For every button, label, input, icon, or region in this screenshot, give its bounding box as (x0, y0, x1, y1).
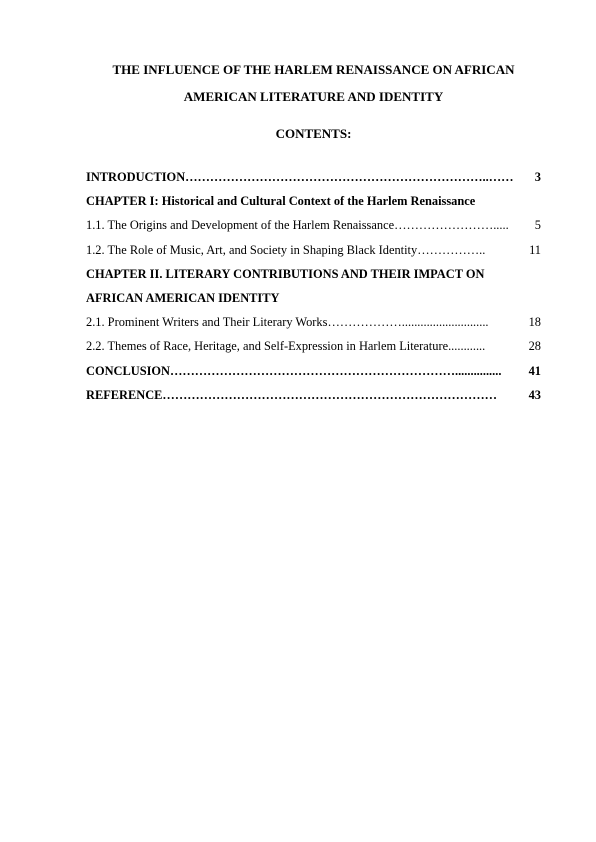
toc-entry-text: AFRICAN AMERICAN IDENTITY (86, 291, 280, 306)
toc-entry-chapter-2-line-2[interactable] (86, 286, 541, 310)
toc-entry-text: CHAPTER I: Historical and Cultural Context of the Harlem Renaissance (86, 194, 476, 209)
toc-entry-text: INTRODUCTION (86, 170, 186, 184)
toc-leader-dots: …………….. (417, 242, 486, 257)
toc-page-number: 41 (528, 363, 541, 378)
toc-leader-dots: ……………………………………………………………............... (170, 363, 502, 378)
toc-page-number: 11 (529, 242, 541, 257)
toc-page-number: 43 (528, 387, 541, 402)
title-line-1: THE INFLUENCE OF THE HARLEM RENAISSANCE ON AFRICAN (112, 62, 515, 77)
toc-entry-text: REFERENCE (86, 387, 163, 402)
toc-page-number: 18 (528, 315, 541, 330)
toc-leader-dots: ............ (448, 339, 486, 354)
toc-entry-text: 1.1. The Origins and Development of the Harlem Renaissance (86, 218, 395, 233)
toc-entry-1-1[interactable] (86, 213, 541, 237)
toc-entry-chapter-1[interactable] (86, 189, 541, 213)
toc-page-number: 5 (534, 218, 541, 233)
table-of-contents (86, 165, 541, 407)
toc-entry-1-2[interactable] (86, 238, 541, 262)
toc-leader-dots: ………………………………………………………………..…… (185, 170, 514, 184)
toc-entry-text: 2.2. Themes of Race, Heritage, and Self-Expression in Harlem Literature (86, 339, 449, 354)
toc-entry-text: CONCLUSION (86, 363, 170, 378)
toc-entry-reference[interactable] (86, 383, 541, 407)
toc-entry-text: CHAPTER II. LITERARY CONTRIBUTIONS AND THEIR IMPACT ON (86, 266, 485, 281)
toc-entry-introduction[interactable] (86, 165, 541, 189)
toc-entry-chapter-2-line-1[interactable] (86, 262, 541, 286)
toc-leader-dots: ………………............................ (327, 315, 489, 330)
toc-page-number: 3 (534, 170, 541, 184)
title-line-2: AMERICAN LITERATURE AND IDENTITY (183, 89, 444, 104)
toc-leader-dots: ……………………………………………………………………… (162, 387, 497, 402)
toc-page-number: 28 (528, 339, 541, 354)
toc-entry-conclusion[interactable] (86, 359, 541, 383)
toc-leader-dots: ……………………..... (394, 218, 509, 233)
contents-heading: CONTENTS: (275, 126, 352, 141)
document-title (86, 56, 541, 110)
toc-entry-text: 2.1. Prominent Writers and Their Literary Works (86, 315, 328, 330)
toc-entry-2-1[interactable] (86, 310, 541, 334)
toc-entry-text: 1.2. The Role of Music, Art, and Society in Shaping Black Identity (86, 242, 418, 257)
toc-entry-2-2[interactable] (86, 334, 541, 358)
